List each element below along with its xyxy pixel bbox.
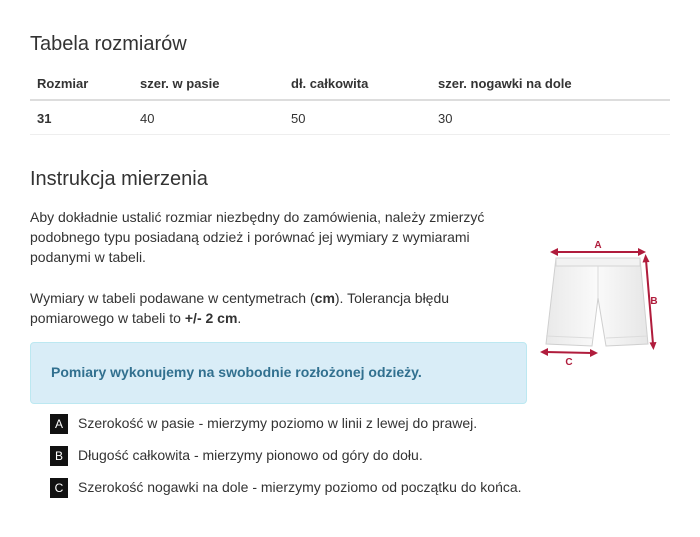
arrow-c-icon xyxy=(540,348,598,357)
info-alert-text: Pomiary wykonujemy na swobodnie rozłożonej odzieży. xyxy=(51,364,422,380)
header-size: Rozmiar xyxy=(30,68,133,100)
tolerance-text-2: ). Tolerancja błędu pomiarowego w tabeli to xyxy=(30,290,450,326)
legend-text-c: Szerokość nogawki na dole - mierzymy poziomo od początku do końca. xyxy=(78,479,522,495)
header-waist-width: szer. w pasie xyxy=(133,68,284,100)
instructions-paragraph: Aby dokładnie ustalić rozmiar niezbędny do zamówienia, należy zmierzyć podobnego typu posiadaną odzież i porównać jej wymiary z wymiarami podanymi w tabeli. xyxy=(30,209,485,265)
tolerance-paragraph xyxy=(30,288,500,328)
diagram-label-b: B xyxy=(650,296,658,307)
size-table-header-row xyxy=(30,68,670,100)
size-table-title: Tabela rozmiarów xyxy=(30,33,187,55)
instructions-title: Instrukcja mierzenia xyxy=(30,168,208,190)
unit-cm: cm xyxy=(314,290,335,306)
shorts-icon xyxy=(546,258,648,346)
tolerance-value: +/- 2 cm xyxy=(184,310,238,326)
cell-leg-opening-width: 30 xyxy=(431,100,670,135)
shorts-measurement-diagram xyxy=(536,236,668,370)
cell-size: 31 xyxy=(30,100,133,135)
size-table xyxy=(30,68,670,135)
diagram-label-a: A xyxy=(594,240,602,251)
legend-text-b: Długość całkowita - mierzymy pionowo od góry do dołu. xyxy=(78,447,423,463)
tolerance-text-1: Wymiary w tabeli podawane w centymetrach ( xyxy=(30,290,315,306)
legend-badge-b: B xyxy=(50,446,68,466)
info-alert xyxy=(30,342,527,404)
diagram-label-c: C xyxy=(565,357,573,368)
cell-waist-width: 40 xyxy=(133,100,284,135)
legend-text-a: Szerokość w pasie - mierzymy poziomo w linii z lewej do prawej. xyxy=(78,415,478,431)
legend-badge-c: C xyxy=(50,478,68,498)
tolerance-text-3: . xyxy=(237,310,242,326)
header-leg-opening-width: szer. nogawki na dole xyxy=(431,68,670,100)
legend-badge-a: A xyxy=(50,414,68,434)
table-row xyxy=(30,100,670,135)
header-total-length: dł. całkowita xyxy=(284,68,431,100)
cell-total-length: 50 xyxy=(284,100,431,135)
